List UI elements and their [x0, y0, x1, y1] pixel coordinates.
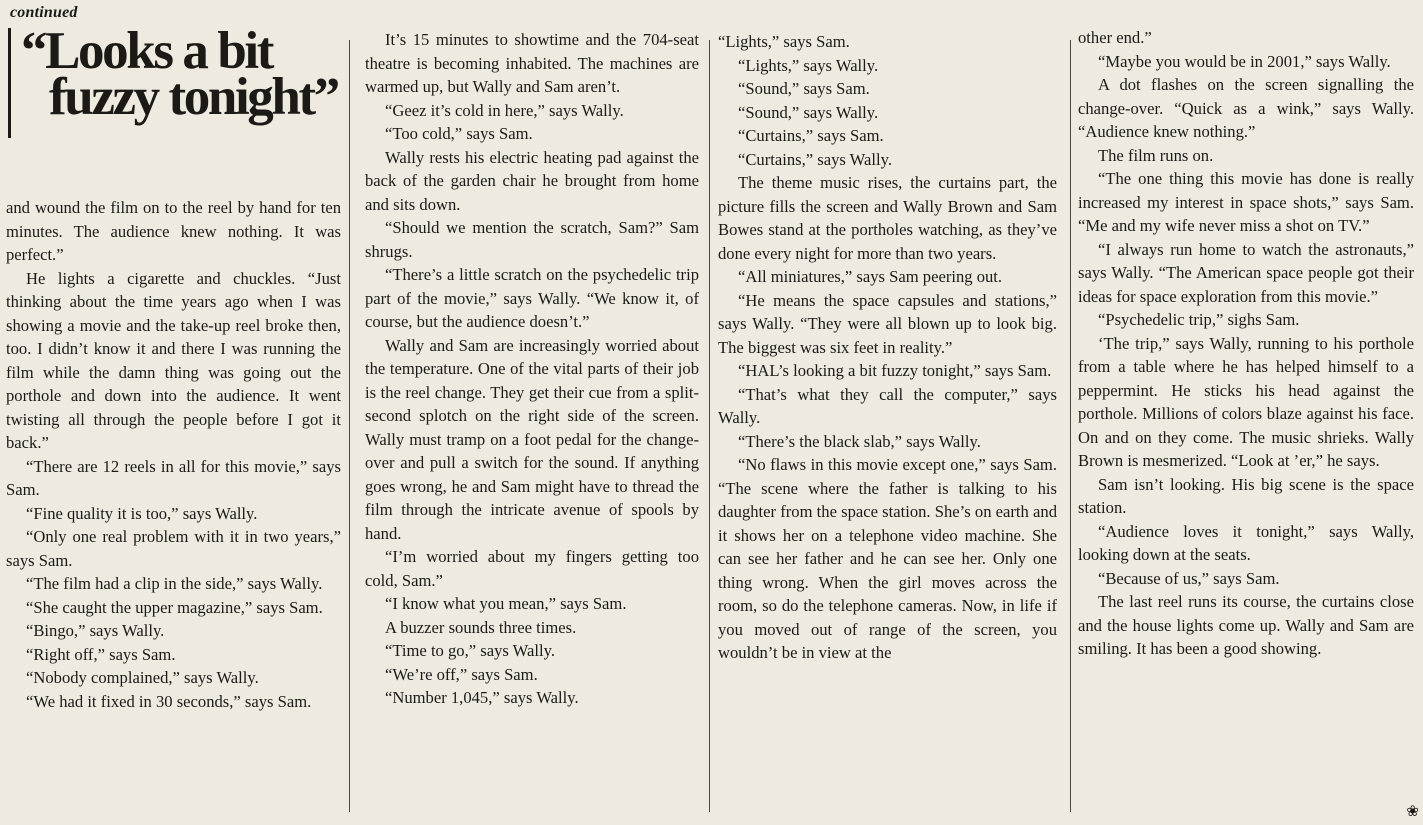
- article-paragraph: “There’s the black slab,” says Wally.: [738, 431, 981, 451]
- article-paragraph: “Audience loves it tonight,” says Wally, looking down at the seats.: [1078, 521, 1414, 564]
- article-paragraph: Wally and Sam are increasingly worried about the temperature. One of the vital parts of their job is the reel change. They get their cue from a split-second splotch on the right side of the screen. Wally must tramp on a foot pedal for the change-over and pull a switch for the sound. If anything goes wrong, he and Sam might have to thread the film through the intricate avenue of spools by hand.: [365, 335, 699, 543]
- article-paragraph: “I know what you mean,” says Sam.: [385, 594, 627, 613]
- article-paragraph: “That’s what they call the computer,” says Wally.: [718, 384, 1057, 427]
- end-mark-icon: ❀: [1406, 804, 1419, 820]
- article-paragraph: “I’m worried about my fingers getting too cold, Sam.”: [365, 547, 699, 590]
- column-rule: [349, 40, 350, 812]
- article-paragraph: It’s 15 minutes to showtime and the 704-seat theatre is becoming inhabited. The machines are warmed up, but Wally and Sam aren’t.: [365, 30, 699, 96]
- article-paragraph: “Right off,” says Sam.: [26, 644, 176, 664]
- headline-line-2: fuzzy tonight”: [49, 68, 338, 126]
- article-paragraph: “Sound,” says Sam.: [738, 79, 870, 98]
- article-column-1: [6, 0, 341, 825]
- article-paragraph: “We’re off,” says Sam.: [385, 664, 538, 684]
- article-paragraph: “Number 1,045,” says Wally.: [385, 688, 579, 707]
- article-paragraph: “Because of us,” says Sam.: [1098, 568, 1280, 588]
- article-paragraph: “Only one real problem with it in two years,” says Sam.: [6, 527, 341, 570]
- article-paragraph: Sam isn’t looking. His big scene is the space station.: [1078, 474, 1414, 517]
- article-paragraph: “The one thing this movie has done is really increased my interest in space shots,” says Sam. “Me and my wife never miss a shot on TV.”: [1078, 169, 1414, 235]
- article-paragraph: “All miniatures,” says Sam peering out.: [738, 267, 1003, 286]
- article-paragraph: ‘The trip,” says Wally, running to his porthole from a table where he has helped himself to a peppermint. He sticks his head against the porthole. Millions of colors blaze against his face. On and on they come. The music shrieks. Wally Brown is mesmerized. “Look at ’er,” he says.: [1078, 333, 1414, 470]
- article-paragraph: other end.”: [1078, 28, 1152, 47]
- kicker-label: continued: [10, 4, 78, 21]
- article-paragraph: “The film had a clip in the side,” says Wally.: [26, 574, 323, 593]
- column-rule: [709, 40, 710, 812]
- column-rule: [1070, 40, 1071, 812]
- article-paragraph: He lights a cigarette and chuckles. “Just thinking about the time years ago when I was showing a movie and the take-up reel broke then, too. I didn’t know it and there I was running the film while the damn thing was going out the porthole and down into the audience. It went twisting all through the people before I got it back.”: [6, 268, 341, 452]
- article-paragraph: “Lights,” says Sam.: [718, 32, 850, 51]
- article-paragraph: The film runs on.: [1098, 145, 1214, 165]
- article-paragraph: “Geez it’s cold in here,” says Wally.: [385, 100, 624, 120]
- article-paragraph: “Psychedelic trip,” sighs Sam.: [1098, 310, 1300, 329]
- article-paragraph: Wally rests his electric heating pad against the back of the garden chair he brought from home and sits down.: [365, 147, 699, 214]
- article-paragraph: and wound the film on to the reel by hand for ten minutes. The audience knew nothing. It was perfect.”: [6, 198, 341, 264]
- article-paragraph: “Time to go,” says Wally.: [385, 641, 555, 660]
- article-paragraph: “Curtains,” says Sam.: [738, 126, 884, 145]
- article-paragraph: “No flaws in this movie except one,” says Sam. “The scene where the father is talking to his daughter from the space station. She’s on earth and it shows her on a telephone video machine. She can see her father and he can see her. Only one thing wrong. When the girl moves across the room, so do the telephone cameras. Now, in life if you moved out of range of the screen, you wouldn’t be in view at the: [718, 455, 1057, 662]
- article-paragraph: “Lights,” says Wally.: [738, 55, 879, 75]
- article-column-2: [365, 0, 699, 825]
- article-paragraph: “There’s a little scratch on the psychedelic trip part of the movie,” says Wally. “We know it, of course, but the audience doesn’t.”: [365, 265, 699, 331]
- article-paragraph: “Too cold,” says Sam.: [385, 124, 533, 143]
- article-paragraph: “We had it fixed in 30 seconds,” says Sam.: [26, 691, 312, 711]
- article-paragraph: “He means the space capsules and stations,” says Wally. “They were all blown up to look big. The biggest was six feet in reality.”: [718, 290, 1057, 357]
- article-paragraph: A buzzer sounds three times.: [385, 617, 577, 637]
- article-paragraph: “Sound,” says Wally.: [738, 102, 879, 122]
- article-paragraph: “Curtains,” says Wally.: [738, 149, 892, 169]
- article-column-4: [1078, 0, 1414, 825]
- article-paragraph: “Should we mention the scratch, Sam?” Sam shrugs.: [365, 218, 699, 261]
- article-paragraph: The last reel runs its course, the curtains close and the house lights come up. Wally and Sam are smiling. It has been a good showing.: [1078, 592, 1414, 658]
- headline-line-1: “Looks a bit: [21, 22, 273, 80]
- article-paragraph: “I always run home to watch the astronauts,” says Wally. “The American space people got their ideas for space exploration from this movie.”: [1078, 239, 1414, 306]
- article-paragraph: “Fine quality it is too,” says Wally.: [26, 503, 258, 523]
- article-paragraph: “There are 12 reels in all for this movie,” says Sam.: [6, 456, 341, 499]
- article-paragraph: A dot flashes on the screen signalling the change-over. “Quick as a wink,” says Wally. “Audience knew nothing.”: [1078, 75, 1414, 141]
- article-paragraph: “Nobody complained,” says Wally.: [26, 668, 259, 687]
- article-paragraph: The theme music rises, the curtains part, the picture fills the screen and Wally Brown and Sam Bowes stand at the portholes watching, as they’ve done every night for more than two years.: [718, 173, 1057, 263]
- article-paragraph: “HAL’s looking a bit fuzzy tonight,” says Sam.: [738, 361, 1052, 380]
- article-paragraph: “Bingo,” says Wally.: [26, 621, 165, 640]
- article-column-3: [718, 0, 1057, 825]
- article-paragraph: “Maybe you would be in 2001,” says Wally.: [1098, 51, 1391, 71]
- article-paragraph: “She caught the upper magazine,” says Sam.: [26, 597, 323, 617]
